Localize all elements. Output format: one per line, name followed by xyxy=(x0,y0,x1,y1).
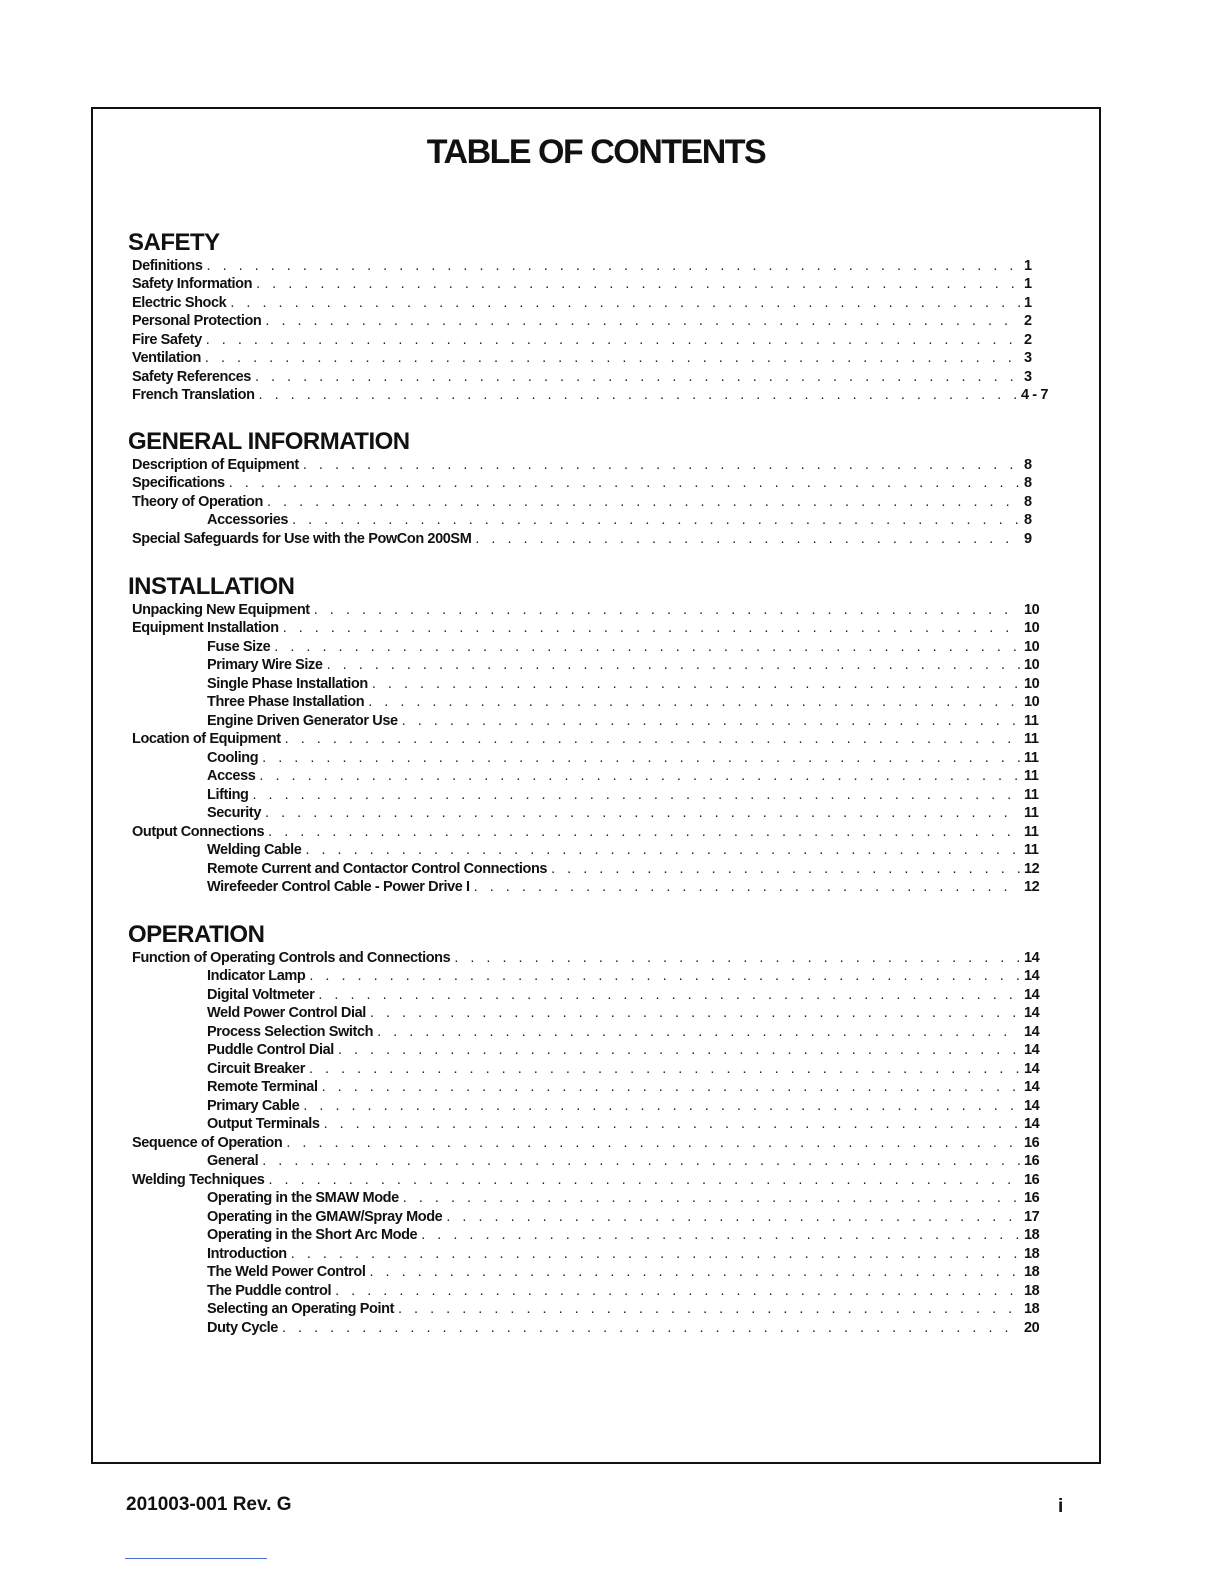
toc-entry-page: 18 xyxy=(1024,1227,1040,1243)
toc-entry xyxy=(128,1115,1048,1134)
dot-leader xyxy=(292,511,1020,529)
toc-entry xyxy=(128,1207,1048,1226)
dot-leader xyxy=(474,878,1020,896)
toc-entry xyxy=(128,600,1048,619)
dot-leader xyxy=(403,1189,1020,1207)
toc-entry-label: Indicator Lamp xyxy=(207,968,306,984)
dot-leader xyxy=(322,1078,1020,1096)
toc-entry-label: Safety Information xyxy=(132,276,253,292)
toc-entry xyxy=(128,330,1048,349)
toc-entry-label: Unpacking New Equipment xyxy=(132,601,310,618)
section-installation xyxy=(128,574,1048,896)
toc-entry-label: Welding Cable xyxy=(207,842,302,858)
toc-entry-page: 14 xyxy=(1024,1079,1040,1095)
entry-list xyxy=(128,948,1048,1337)
dot-leader xyxy=(265,804,1020,822)
toc-entry-page: 14 xyxy=(1024,986,1040,1003)
dot-leader xyxy=(314,601,1020,619)
toc-entry-page: 17 xyxy=(1024,1208,1040,1225)
toc-entry-label: Remote Terminal xyxy=(207,1079,318,1095)
toc-entry-page: 14 xyxy=(1024,1005,1040,1021)
toc-entry-page: 14 xyxy=(1024,968,1040,984)
toc-entry-label: Ventilation xyxy=(132,350,201,366)
dot-leader xyxy=(206,331,1020,349)
dot-leader xyxy=(309,1060,1020,1078)
dot-leader xyxy=(475,530,1020,548)
dot-leader xyxy=(285,730,1020,748)
dot-leader xyxy=(230,294,1020,312)
toc-entry-label: Location of Equipment xyxy=(132,731,281,747)
toc-entry-page: 10 xyxy=(1024,694,1040,710)
toc-entry-label: Digital Voltmeter xyxy=(207,986,315,1003)
toc-entry xyxy=(128,967,1048,986)
toc-entry-page: 8 xyxy=(1024,456,1032,473)
dot-leader xyxy=(286,1134,1020,1152)
toc-entry xyxy=(128,1022,1048,1041)
toc-entry-label: Accessories xyxy=(207,512,289,528)
toc-entry-page: 11 xyxy=(1024,731,1039,747)
dot-leader xyxy=(318,986,1020,1004)
toc-entry xyxy=(128,386,1048,405)
page-title: TABLE OF CONTENTS xyxy=(426,133,766,171)
toc-entry-page: 2 xyxy=(1024,331,1032,348)
toc-entry-label: Remote Current and Contactor Control Connections xyxy=(207,860,548,877)
toc-entry-page: 11 xyxy=(1024,842,1039,858)
toc-entry xyxy=(128,1096,1048,1115)
toc-entry xyxy=(128,948,1048,967)
dot-leader xyxy=(262,749,1020,767)
toc-entry xyxy=(128,804,1048,823)
toc-entry xyxy=(128,859,1048,878)
toc-entry-page: 16 xyxy=(1024,1171,1040,1188)
toc-entry-label: Definitions xyxy=(132,257,203,274)
toc-entry xyxy=(128,1318,1048,1337)
dot-leader xyxy=(446,1208,1020,1226)
dot-leader xyxy=(305,841,1020,859)
dot-leader xyxy=(309,967,1020,985)
toc-entry-page: 10 xyxy=(1024,638,1040,655)
dot-leader xyxy=(282,1319,1020,1337)
toc-entry-label: Primary Cable xyxy=(207,1097,300,1114)
toc-entry xyxy=(128,455,1048,474)
toc-entry-label: The Weld Power Control xyxy=(207,1264,366,1280)
toc-entry-page: 14 xyxy=(1024,1042,1040,1058)
entry-list xyxy=(128,455,1048,548)
toc-entry-label: Sequence of Operation xyxy=(132,1134,283,1151)
toc-entry-page: 16 xyxy=(1024,1134,1040,1151)
dot-leader xyxy=(303,1097,1020,1115)
toc-entry xyxy=(128,256,1048,275)
dot-leader xyxy=(205,349,1020,367)
toc-entry-page: 1 xyxy=(1024,294,1032,311)
dot-leader xyxy=(377,1023,1020,1041)
section-heading: INSTALLATION xyxy=(128,573,295,600)
dot-leader xyxy=(267,493,1020,511)
dot-leader xyxy=(398,1300,1020,1318)
toc-entry xyxy=(128,1170,1048,1189)
toc-entry-label: Specifications xyxy=(132,475,225,491)
toc-entry-page: 10 xyxy=(1024,620,1040,636)
dot-leader xyxy=(268,823,1020,841)
dot-leader xyxy=(259,767,1020,785)
toc-entry-label: Process Selection Switch xyxy=(207,1023,374,1040)
toc-entry-page: 1 xyxy=(1024,276,1032,292)
divider xyxy=(125,1558,267,1559)
toc-entry-label: Welding Techniques xyxy=(132,1171,265,1188)
toc-entry xyxy=(128,275,1048,294)
toc-entry-page: 10 xyxy=(1024,675,1040,692)
toc-entry-page: 8 xyxy=(1024,493,1032,510)
toc-entry xyxy=(128,1041,1048,1060)
toc-entry-page: 12 xyxy=(1024,860,1040,877)
dot-leader xyxy=(327,656,1020,674)
toc-entry xyxy=(128,1078,1048,1097)
toc-entry xyxy=(128,767,1048,786)
dot-leader xyxy=(265,312,1020,330)
toc-entry-label: Single Phase Installation xyxy=(207,675,368,692)
toc-entry-page: 11 xyxy=(1024,749,1039,766)
toc-entry xyxy=(128,1263,1048,1282)
toc-entry-page: 3 xyxy=(1024,368,1032,385)
toc-entry-page: 18 xyxy=(1024,1301,1040,1317)
dot-leader xyxy=(255,368,1020,386)
toc-entry xyxy=(128,785,1048,804)
toc-entry-page: 14 xyxy=(1024,1116,1040,1132)
toc-entry xyxy=(128,822,1048,841)
toc-entry xyxy=(128,1133,1048,1152)
entry-list xyxy=(128,600,1048,896)
toc-entry xyxy=(128,878,1048,897)
dot-leader xyxy=(268,1171,1020,1189)
toc-entry-label: Electric Shock xyxy=(132,294,227,311)
toc-entry xyxy=(128,748,1048,767)
dot-leader xyxy=(454,949,1020,967)
toc-entry-page: 16 xyxy=(1024,1153,1040,1169)
toc-entry-page: 18 xyxy=(1024,1264,1040,1280)
toc-entry xyxy=(128,1226,1048,1245)
toc-entry-label: Lifting xyxy=(207,786,249,803)
toc-entry-label: Weld Power Control Dial xyxy=(207,1005,366,1021)
toc-entry xyxy=(128,1300,1048,1319)
toc-entry xyxy=(128,693,1048,712)
toc-entry-label: Safety References xyxy=(132,368,251,385)
toc-entry-page: 4 - 7 xyxy=(1020,387,1048,403)
section-operation xyxy=(128,922,1048,1337)
dot-leader xyxy=(256,275,1020,293)
toc-entry xyxy=(128,656,1048,675)
toc-entry-label: Duty Cycle xyxy=(207,1319,278,1336)
toc-entry-label: Personal Protection xyxy=(132,313,262,329)
dot-leader xyxy=(370,1263,1021,1281)
toc-entry xyxy=(128,619,1048,638)
toc-entry-label: Special Safeguards for Use with the PowCon 200SM xyxy=(132,530,472,547)
toc-entry-label: Theory of Operation xyxy=(132,493,263,510)
toc-entry-label: Operating in the GMAW/Spray Mode xyxy=(207,1208,443,1225)
dot-leader xyxy=(262,1152,1020,1170)
toc-entry xyxy=(128,674,1048,693)
toc-entry-page: 14 xyxy=(1024,1097,1040,1114)
toc-entry-label: Puddle Control Dial xyxy=(207,1042,334,1058)
dot-leader xyxy=(370,1004,1020,1022)
toc-entry-label: Three Phase Installation xyxy=(207,694,365,710)
dot-leader xyxy=(303,456,1020,474)
page-number: i xyxy=(1058,1496,1064,1517)
toc-entry-page: 8 xyxy=(1024,475,1032,491)
toc-entry-label: Output Terminals xyxy=(207,1116,320,1132)
toc-entry-page: 12 xyxy=(1024,879,1040,895)
toc-entry-label: Equipment Installation xyxy=(132,620,279,636)
toc-entry xyxy=(128,985,1048,1004)
toc-entry-label: Operating in the Short Arc Mode xyxy=(207,1227,418,1243)
toc-entry-page: 14 xyxy=(1024,949,1040,966)
toc-entry xyxy=(128,529,1048,548)
toc-entry-page: 14 xyxy=(1024,1060,1040,1077)
toc-entry xyxy=(128,711,1048,730)
toc-entry-label: Access xyxy=(207,768,256,784)
toc-entry xyxy=(128,730,1048,749)
toc-entry-label: Cooling xyxy=(207,749,259,766)
section-heading: SAFETY xyxy=(128,229,220,256)
toc-entry-label: Circuit Breaker xyxy=(207,1060,305,1077)
dot-leader xyxy=(551,860,1020,878)
toc-entry xyxy=(128,1004,1048,1023)
document-number: 201003-001 Rev. G xyxy=(126,1494,292,1515)
toc-entry xyxy=(128,841,1048,860)
dot-leader xyxy=(253,786,1021,804)
dot-leader xyxy=(338,1041,1020,1059)
dot-leader xyxy=(335,1282,1020,1300)
section-safety xyxy=(128,230,1048,404)
dot-leader xyxy=(274,638,1020,656)
toc-entry-label: Description of Equipment xyxy=(132,456,299,473)
dot-leader xyxy=(324,1115,1020,1133)
toc-entry-page: 14 xyxy=(1024,1023,1040,1040)
toc-entry-page: 2 xyxy=(1024,313,1032,329)
entry-list xyxy=(128,256,1048,404)
toc-entry-page: 1 xyxy=(1024,257,1032,274)
toc-entry xyxy=(128,312,1048,331)
toc-entry xyxy=(128,349,1048,368)
toc-entry-page: 20 xyxy=(1024,1319,1040,1336)
toc-entry-page: 3 xyxy=(1024,350,1032,366)
toc-entry-label: Output Connections xyxy=(132,823,265,840)
section-heading: OPERATION xyxy=(128,921,265,948)
toc-entry-label: Engine Driven Generator Use xyxy=(207,712,398,729)
dot-leader xyxy=(402,712,1020,730)
toc-entry-page: 11 xyxy=(1024,786,1039,803)
section-general-information xyxy=(128,429,1048,548)
section-heading: GENERAL INFORMATION xyxy=(128,428,410,455)
toc-entry-page: 18 xyxy=(1024,1282,1040,1299)
toc-entry-label: The Puddle control xyxy=(207,1282,332,1299)
dot-leader xyxy=(283,619,1020,637)
toc-entry-label: General xyxy=(207,1153,259,1169)
toc-entry-label: Introduction xyxy=(207,1245,287,1262)
dot-leader xyxy=(421,1226,1020,1244)
toc-entry xyxy=(128,1152,1048,1171)
toc-entry-page: 10 xyxy=(1024,657,1040,673)
toc-entry xyxy=(128,474,1048,493)
toc-entry-page: 11 xyxy=(1024,712,1039,729)
dot-leader xyxy=(207,257,1020,275)
toc-entry xyxy=(128,1281,1048,1300)
toc-entry-label: Fuse Size xyxy=(207,638,271,655)
toc-entry xyxy=(128,492,1048,511)
dot-leader xyxy=(368,693,1020,711)
toc-entry-label: French Translation xyxy=(132,387,255,403)
toc-entry-page: 9 xyxy=(1024,530,1032,547)
toc-entry-label: Function of Operating Controls and Connections xyxy=(132,949,451,966)
toc-entry-page: 18 xyxy=(1024,1245,1040,1262)
toc-entry-label: Security xyxy=(207,805,262,821)
toc-entry-label: Fire Safety xyxy=(132,331,202,348)
dot-leader xyxy=(259,386,1017,404)
toc-entry-page: 11 xyxy=(1024,805,1039,821)
toc-entry-page: 11 xyxy=(1024,768,1039,784)
contents-frame xyxy=(91,107,1101,1464)
toc-entry-page: 10 xyxy=(1024,601,1040,618)
toc-entry xyxy=(128,637,1048,656)
toc-entry-page: 16 xyxy=(1024,1190,1040,1206)
toc-entry-label: Selecting an Operating Point xyxy=(207,1301,394,1317)
dot-leader xyxy=(372,675,1020,693)
toc-entry-label: Primary Wire Size xyxy=(207,657,323,673)
toc-entry xyxy=(128,1244,1048,1263)
toc-entry-label: Operating in the SMAW Mode xyxy=(207,1190,399,1206)
toc-entry xyxy=(128,1189,1048,1208)
toc-entry xyxy=(128,511,1048,530)
toc-entry-page: 11 xyxy=(1024,823,1039,840)
toc-entry xyxy=(128,293,1048,312)
toc-entry xyxy=(128,1059,1048,1078)
dot-leader xyxy=(291,1245,1020,1263)
dot-leader xyxy=(229,474,1020,492)
toc-entry xyxy=(128,367,1048,386)
toc-entry-label: Wirefeeder Control Cable - Power Drive I xyxy=(207,879,470,895)
toc-entry-page: 8 xyxy=(1024,512,1032,528)
